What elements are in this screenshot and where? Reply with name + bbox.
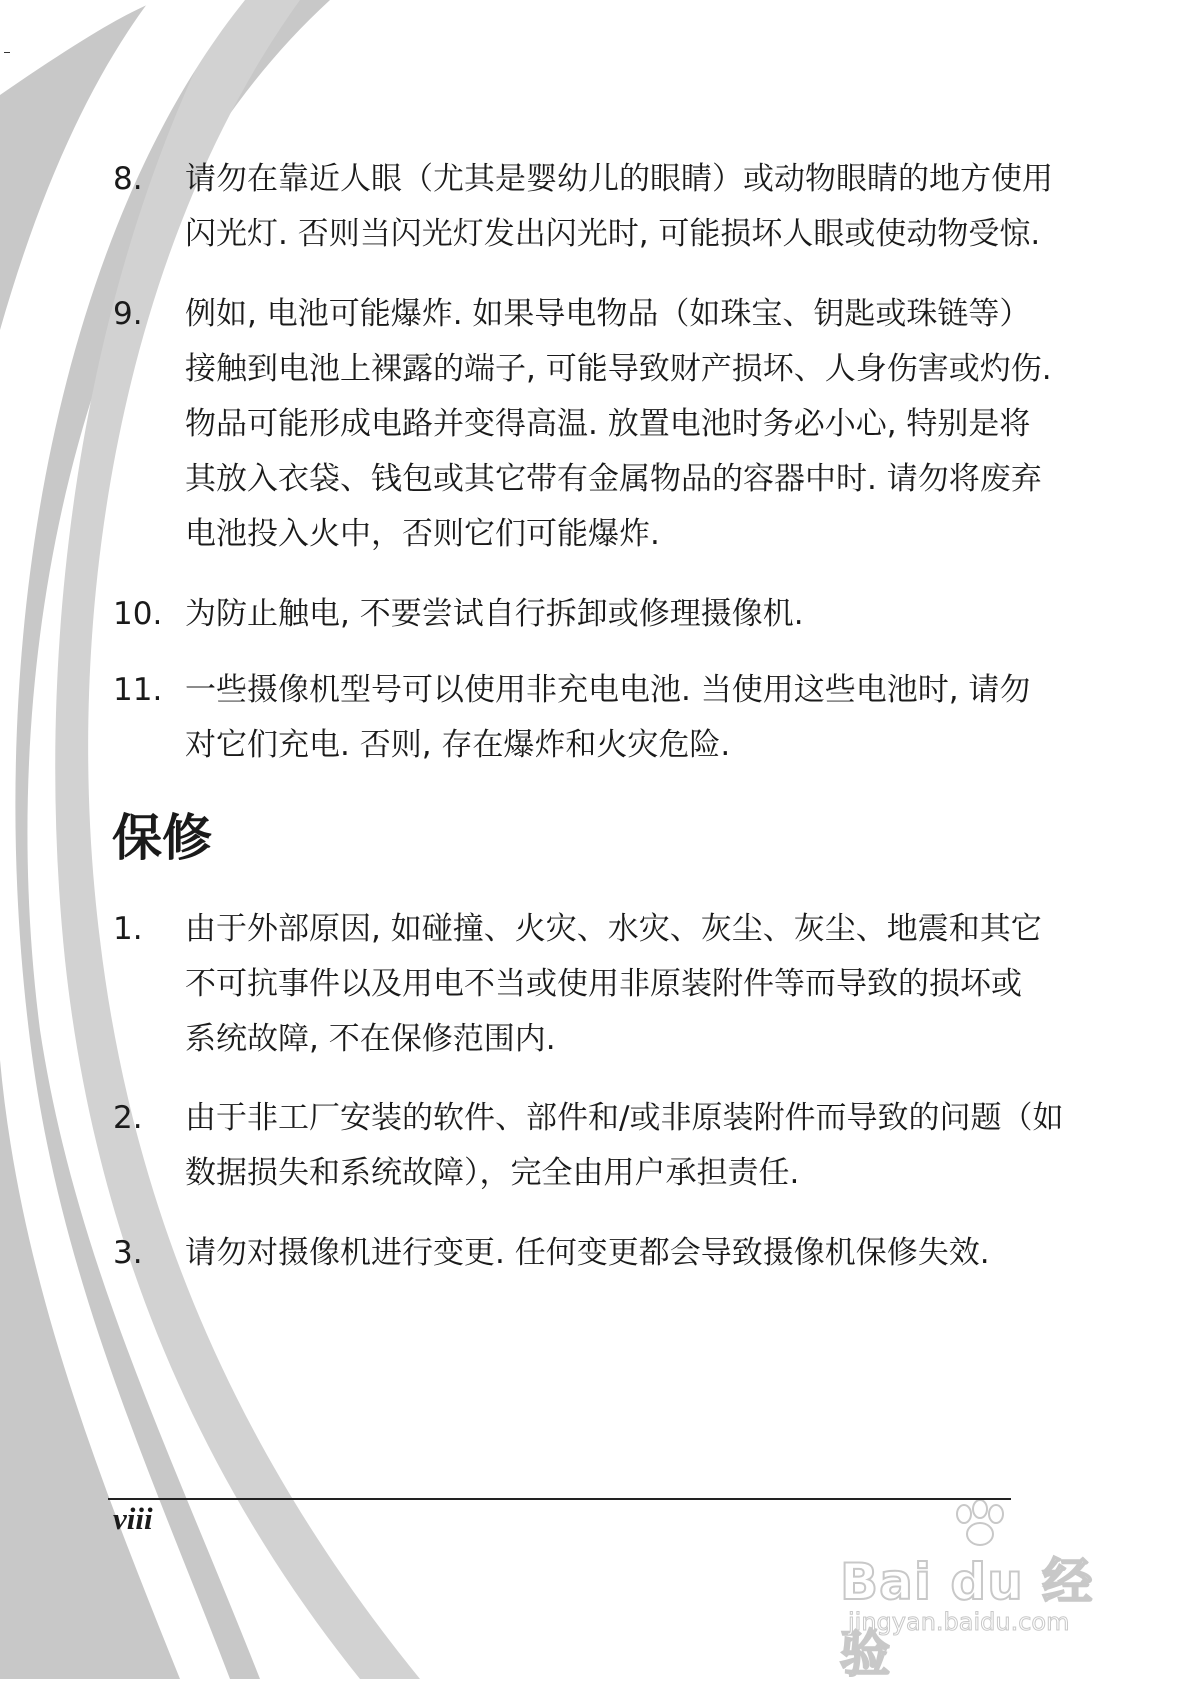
watermark-url: jingyan.baidu.com	[848, 1608, 1070, 1636]
item-number: 11.	[113, 672, 163, 708]
item-number: 10.	[113, 596, 163, 632]
item-text: 由于非工厂安装的软件、部件和/或非原装附件而导致的问题（如 数据损失和系统故障），完全由用户承担责任.	[185, 1100, 1064, 1191]
item-number: 3.	[113, 1235, 143, 1271]
baidu-jingyan-watermark	[840, 1500, 1130, 1683]
item-number: 8.	[113, 161, 143, 197]
item-text: 请勿对摄像机进行变更. 任何变更都会导致摄像机保修失效.	[185, 1235, 990, 1271]
item-text: 一些摄像机型号可以使用非充电电池. 当使用这些电池时, 请勿 对它们充电. 否则, 存在爆炸和火灾危险.	[185, 672, 1031, 763]
item-text: 由于外部原因, 如碰撞、火灾、水灾、灰尘、灰尘、地震和其它 不可抗事件以及用电不当或使用非原装附件等而导致的损坏或 系统故障, 不在保修范围内.	[185, 911, 1042, 1057]
item-number: 9.	[113, 296, 143, 332]
warranty-heading: 保修	[112, 809, 212, 867]
page-number: viii	[113, 1501, 153, 1536]
item-number: 2.	[113, 1100, 143, 1136]
item-text: 为防止触电, 不要尝试自行拆卸或修理摄像机.	[185, 596, 804, 632]
watermark-logo-text: Bai du 经验	[840, 1553, 1094, 1683]
item-number: 1.	[113, 911, 143, 947]
item-text: 例如, 电池可能爆炸. 如果导电物品（如珠宝、钥匙或珠链等） 接触到电池上裸露的端子, 可能导致财产损坏、人身伤害或灼伤. 物品可能形成电路并变得高温. 放置电池时务必小心, 特别是将 其放入衣袋、钱包或其它带有金属物品的容器中时. 请勿将废弃 电池投入火中，否则它们可能爆炸.	[185, 296, 1052, 552]
item-text: 请勿在靠近人眼（尤其是婴幼儿的眼睛）或动物眼睛的地方使用 闪光灯. 否则当闪光灯发出闪光时, 可能损坏人眼或使动物受惊.	[185, 161, 1053, 252]
